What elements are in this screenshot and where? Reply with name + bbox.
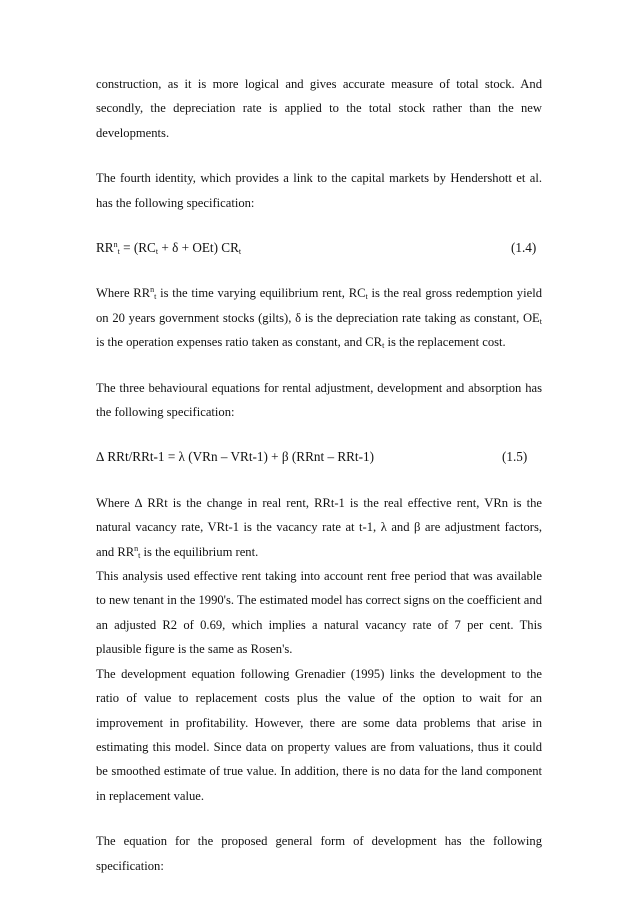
paragraph-general-form: The equation for the proposed general form of development has the following specification:	[96, 834, 542, 873]
equation-1-4	[96, 236, 542, 260]
equation-1-4-body: $RR^n_t = (RC_t + \delta + OEt)$ $CR_t$	[96, 240, 242, 257]
paragraph-behavioural-equations: The three behavioural equations for rental adjustment, development and absorption has the following specification:	[96, 380, 542, 420]
paragraph-effective-rent: This analysis used effective rent taking into account rent free period that was available to new tenant in the 1990's. The estimated model has correct signs on the coefficient and an adjusted R2 of 0.69, which implies a natural vacancy rate of 7 per cent. This plausible figure is the same as Rosen's.	[96, 569, 542, 657]
paragraph-development-equation: The development equation following Grenadier (1995) links the development to the ratio of value to replacement costs plus the value of the option to wait for an improvement in profitability. However, there are some data problems that arise in estimating this model. Since data on property values are from valuations, thus it could be smoothed estimate of true value. In addition, there is no data for the land component in replacement value.	[96, 666, 542, 803]
equation-1-5-number: (1.5)	[502, 449, 528, 465]
paragraph-construction: construction, as it is more logical and gives accurate measure of total stock. And secondly, the depreciation rate is applied to the total stock rather than the new developments.	[96, 77, 542, 140]
paragraph-where-delta: Where ∆ RRt is the change in real rent, RRt-1 is the real effective rent, VRn is the natural vacancy rate, VRt-1 is the vacancy rate at t-1, λ and β are adjustment factors, and $RR^n_t$ is the equilibrium rent.	[96, 495, 542, 560]
paragraph-where-rr: Where $RR^n_t$ is the time varying equilibrium rent, $RC_t$ is the real gross redemption yield on 20 years government stocks (gilts), δ is the depreciation rate taking as constant, $OE_t$ is the operation expenses ratio taken as constant, and $CR_t$ is the replacement cost.	[96, 285, 542, 351]
paragraph-fourth-identity: The fourth identity, which provides a link to the capital markets by Hendershott et al. has the following specification:	[96, 171, 542, 210]
equation-1-5-body: ∆ RRt/RRt-1 = λ (VRn – VRt-1) + β (RRnt – RRt-1)	[96, 449, 374, 465]
equation-1-4-number: (1.4)	[511, 240, 537, 256]
equation-1-5	[96, 445, 542, 469]
document-body	[96, 72, 542, 878]
